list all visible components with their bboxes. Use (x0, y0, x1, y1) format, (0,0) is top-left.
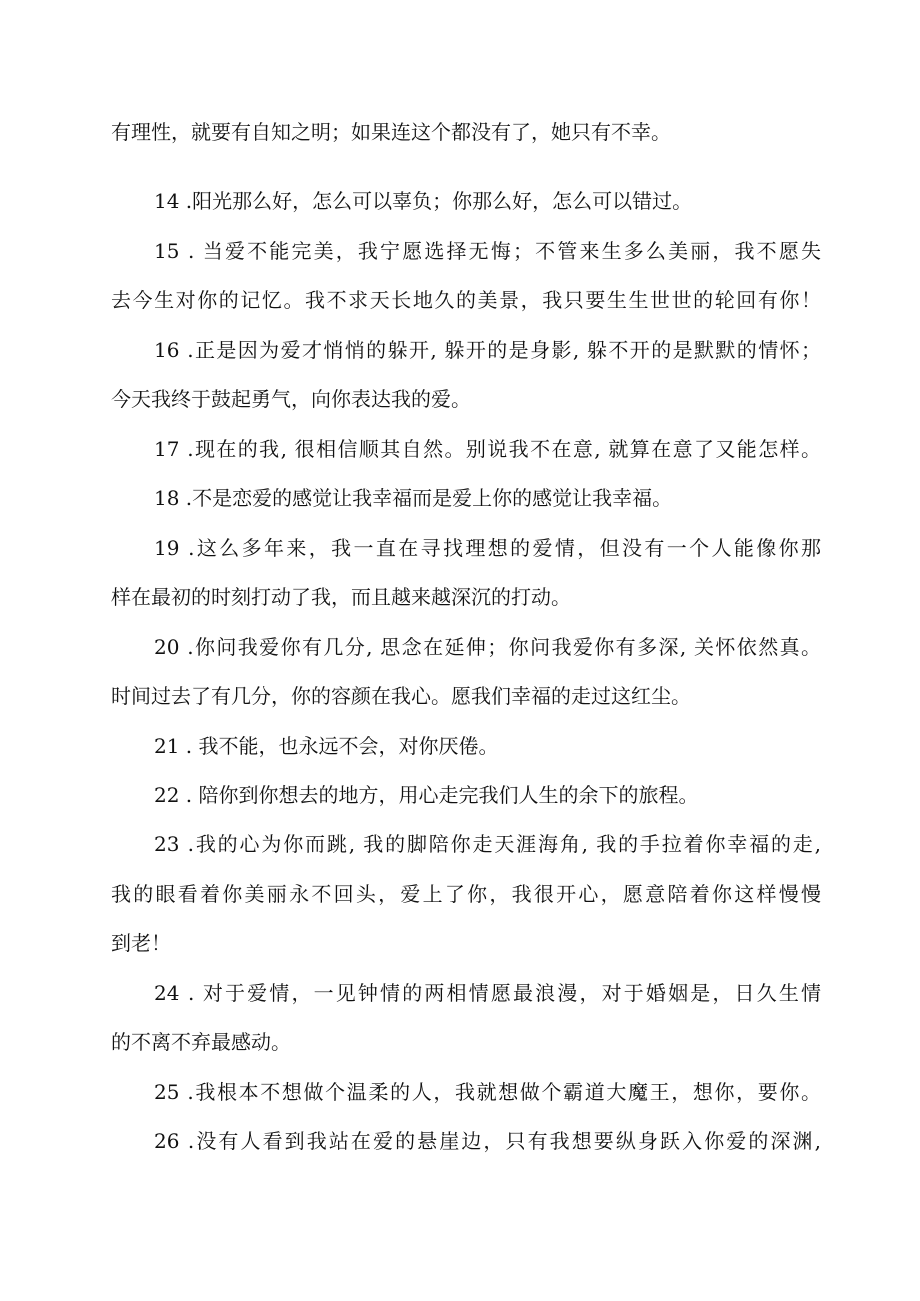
list-item-15-continuation: 去今生对你的记忆。我不求天长地久的美景，我只要生生世世的轮回有你！ (111, 288, 821, 312)
list-item-14: 14 .阳光那么好，怎么可以辜负；你那么好，怎么可以错过。 (154, 189, 693, 213)
list-item-16-continuation: 今天我终于鼓起勇气，向你表达我的爱。 (111, 387, 471, 411)
list-item-23-continuation: 到老！ (111, 931, 171, 955)
list-item-16: 16 .正是因为爱才悄悄的躲开, 躲开的是身影, 躲不开的是默默的情怀； (154, 338, 821, 362)
list-item-24: 24 . 对于爱情，一见钟情的两相情愿最浪漫，对于婚姻是，日久生情 (154, 981, 821, 1005)
list-item-23: 23 .我的心为你而跳, 我的脚陪你走天涯海角, 我的手拉着你幸福的走, (154, 832, 821, 856)
list-item-26: 26 .没有人看到我站在爱的悬崖边，只有我想要纵身跃入你爱的深渊, (154, 1129, 821, 1153)
list-item-23-continuation: 我的眼看着你美丽永不回头，爱上了你，我很开心，愿意陪着你这样慢慢 (111, 882, 821, 906)
list-item-22: 22 . 陪你到你想去的地方，用心走完我们人生的余下的旅程。 (154, 783, 699, 807)
list-item-17: 17 .现在的我, 很相信顺其自然。别说我不在意, 就算在意了又能怎样。 (154, 437, 821, 461)
list-item-15: 15 . 当爱不能完美，我宁愿选择无悔；不管来生多么美丽，我不愿失 (154, 239, 821, 263)
list-item-18: 18 .不是恋爱的感觉让我幸福而是爱上你的感觉让我幸福。 (154, 486, 673, 510)
list-item-19: 19 .这么多年来，我一直在寻找理想的爱情，但没有一个人能像你那 (154, 536, 821, 560)
list-item-24-continuation: 的不离不弃最感动。 (111, 1030, 291, 1054)
paragraph-line: 有理性，就要有自知之明；如果连这个都没有了，她只有不幸。 (111, 120, 671, 144)
list-item-20: 20 .你问我爱你有几分, 思念在延伸；你问我爱你有多深, 关怀依然真。 (154, 635, 821, 659)
list-item-20-continuation: 时间过去了有几分，你的容颜在我心。愿我们幸福的走过这红尘。 (111, 684, 691, 708)
list-item-25: 25 .我根本不想做个温柔的人，我就想做个霸道大魔王，想你，要你。 (154, 1080, 821, 1104)
list-item-21: 21 . 我不能，也永远不会，对你厌倦。 (154, 734, 499, 758)
list-item-19-continuation: 样在最初的时刻打动了我，而且越来越深沉的打动。 (111, 585, 571, 609)
